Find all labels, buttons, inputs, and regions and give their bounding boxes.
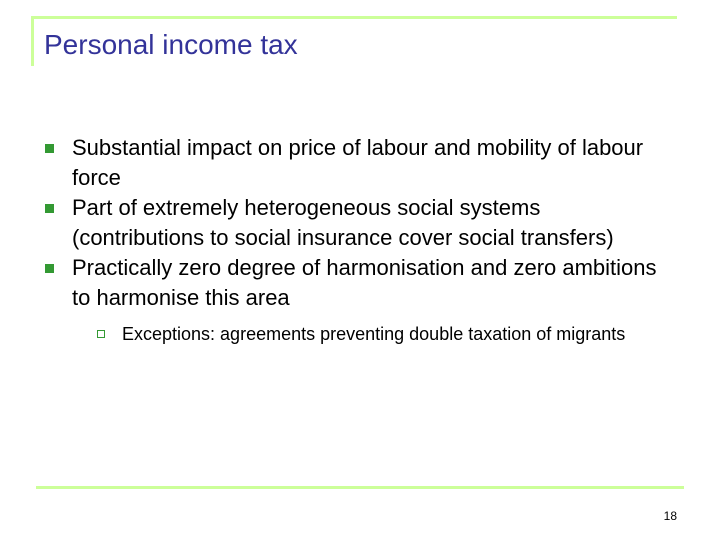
title-left-border bbox=[31, 16, 34, 66]
page-number: 18 bbox=[663, 509, 677, 523]
bullet-list bbox=[44, 133, 664, 347]
square-bullet-icon bbox=[45, 204, 54, 213]
bullet-item bbox=[44, 133, 664, 193]
bullet-text: Substantial impact on price of labour and mobility of labour force bbox=[72, 135, 644, 190]
bullet-item bbox=[44, 193, 664, 253]
bullet-text: Part of extremely heterogeneous social systems (contributions to social insurance cover social transfers) bbox=[72, 195, 614, 250]
slide-title: Personal income tax bbox=[44, 29, 298, 60]
square-bullet-icon bbox=[45, 264, 54, 273]
footer-border bbox=[36, 486, 684, 489]
bullet-text: Practically zero degree of harmonisation and zero ambitions to harmonise this area bbox=[72, 255, 657, 310]
square-bullet-icon bbox=[45, 144, 54, 153]
bullet-item bbox=[44, 253, 664, 313]
sub-bullet-item bbox=[96, 322, 664, 347]
sub-bullet-list bbox=[44, 322, 664, 347]
hollow-square-bullet-icon bbox=[97, 330, 105, 338]
sub-bullet-text: Exceptions: agreements preventing double taxation of migrants bbox=[122, 324, 626, 344]
title-top-border bbox=[31, 16, 677, 19]
